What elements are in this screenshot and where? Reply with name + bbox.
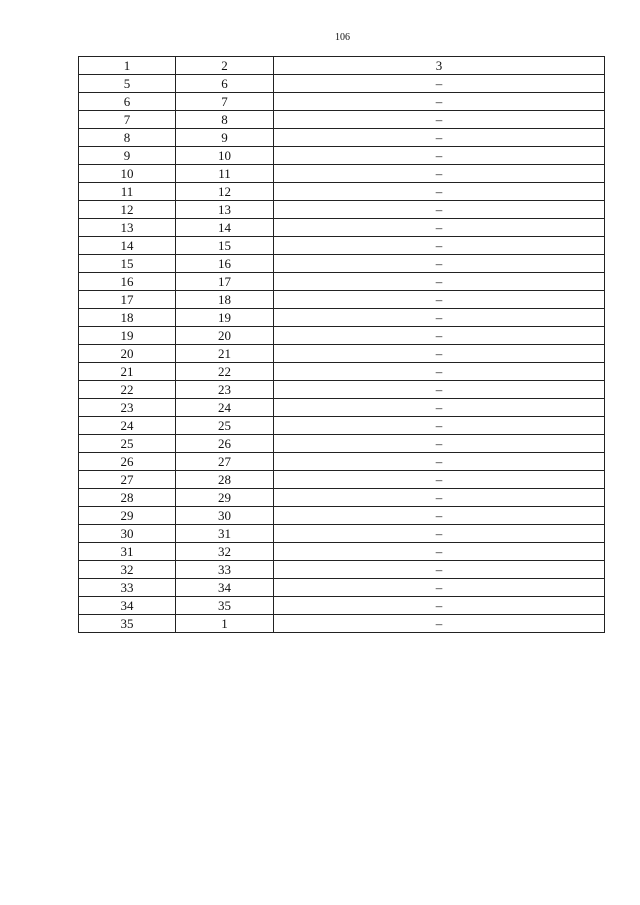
table-cell-col-1: 26 [79, 453, 176, 471]
table-cell-col-3: – [274, 471, 605, 489]
table-cell-col-1: 22 [79, 381, 176, 399]
table-cell-col-2: 21 [176, 345, 274, 363]
table-row [79, 507, 605, 525]
table-cell-col-3: – [274, 435, 605, 453]
table-cell-col-3: – [274, 237, 605, 255]
table-body [79, 57, 605, 633]
header-cell-1: 1 [79, 57, 176, 75]
table-cell-col-2: 19 [176, 309, 274, 327]
table-cell-col-1: 33 [79, 579, 176, 597]
table-cell-col-2: 17 [176, 273, 274, 291]
table-cell-col-1: 17 [79, 291, 176, 309]
table-cell-col-1: 24 [79, 417, 176, 435]
table-row [79, 399, 605, 417]
table-cell-col-2: 34 [176, 579, 274, 597]
table-row [79, 93, 605, 111]
table-cell-col-3: – [274, 615, 605, 633]
table-cell-col-1: 5 [79, 75, 176, 93]
table-cell-col-2: 16 [176, 255, 274, 273]
table-cell-col-1: 16 [79, 273, 176, 291]
table-cell-col-3: – [274, 453, 605, 471]
table-cell-col-1: 12 [79, 201, 176, 219]
table-cell-col-3: – [274, 345, 605, 363]
table-cell-col-2: 33 [176, 561, 274, 579]
table-cell-col-3: – [274, 147, 605, 165]
table-row [79, 309, 605, 327]
table-cell-col-3: – [274, 255, 605, 273]
table-cell-col-2: 32 [176, 543, 274, 561]
table-cell-col-1: 21 [79, 363, 176, 381]
header-cell-3: 3 [274, 57, 605, 75]
table-cell-col-3: – [274, 597, 605, 615]
table-cell-col-2: 20 [176, 327, 274, 345]
table-cell-col-1: 34 [79, 597, 176, 615]
table-header-row [79, 57, 605, 75]
table-cell-col-1: 30 [79, 525, 176, 543]
table-cell-col-2: 12 [176, 183, 274, 201]
page-number: 106 [335, 32, 350, 43]
table-row [79, 255, 605, 273]
table-cell-col-2: 11 [176, 165, 274, 183]
table-row [79, 147, 605, 165]
table-cell-col-2: 7 [176, 93, 274, 111]
table-cell-col-3: – [274, 561, 605, 579]
table-cell-col-1: 10 [79, 165, 176, 183]
table-row [79, 435, 605, 453]
table-cell-col-3: – [274, 111, 605, 129]
table-cell-col-2: 23 [176, 381, 274, 399]
table-cell-col-3: – [274, 525, 605, 543]
table-cell-col-2: 27 [176, 453, 274, 471]
table-cell-col-3: – [274, 327, 605, 345]
table-cell-col-2: 31 [176, 525, 274, 543]
table-row [79, 579, 605, 597]
table-cell-col-3: – [274, 507, 605, 525]
table-cell-col-3: – [274, 543, 605, 561]
table-row [79, 489, 605, 507]
table-row [79, 345, 605, 363]
table-cell-col-2: 15 [176, 237, 274, 255]
header-cell-2: 2 [176, 57, 274, 75]
table-cell-col-1: 25 [79, 435, 176, 453]
table-cell-col-1: 13 [79, 219, 176, 237]
table-cell-col-1: 29 [79, 507, 176, 525]
table-cell-col-3: – [274, 381, 605, 399]
table-cell-col-3: – [274, 363, 605, 381]
table-cell-col-3: – [274, 93, 605, 111]
table-cell-col-2: 6 [176, 75, 274, 93]
table-row [79, 201, 605, 219]
table-cell-col-3: – [274, 165, 605, 183]
table-row [79, 183, 605, 201]
table-cell-col-3: – [274, 579, 605, 597]
table-row [79, 615, 605, 633]
table-cell-col-1: 19 [79, 327, 176, 345]
table-cell-col-1: 28 [79, 489, 176, 507]
table-row [79, 219, 605, 237]
table-cell-col-3: – [274, 183, 605, 201]
table-cell-col-2: 13 [176, 201, 274, 219]
table-row [79, 237, 605, 255]
table-cell-col-3: – [274, 291, 605, 309]
table-cell-col-1: 7 [79, 111, 176, 129]
table-row [79, 165, 605, 183]
table-cell-col-3: – [274, 417, 605, 435]
table-cell-col-2: 35 [176, 597, 274, 615]
table-cell-col-2: 9 [176, 129, 274, 147]
table-row [79, 525, 605, 543]
table-row [79, 111, 605, 129]
table-cell-col-2: 30 [176, 507, 274, 525]
table-row [79, 273, 605, 291]
table-row [79, 75, 605, 93]
table-cell-col-1: 35 [79, 615, 176, 633]
table-cell-col-3: – [274, 75, 605, 93]
table-row [79, 327, 605, 345]
table-cell-col-1: 11 [79, 183, 176, 201]
table-cell-col-3: – [274, 273, 605, 291]
table-cell-col-1: 31 [79, 543, 176, 561]
table-row [79, 597, 605, 615]
table-cell-col-1: 32 [79, 561, 176, 579]
table-cell-col-1: 15 [79, 255, 176, 273]
table-cell-col-2: 14 [176, 219, 274, 237]
table-cell-col-2: 10 [176, 147, 274, 165]
table-row [79, 417, 605, 435]
table-cell-col-3: – [274, 489, 605, 507]
table-cell-col-2: 26 [176, 435, 274, 453]
table-row [79, 543, 605, 561]
table-cell-col-2: 22 [176, 363, 274, 381]
table-row [79, 291, 605, 309]
table-row [79, 561, 605, 579]
table-cell-col-1: 8 [79, 129, 176, 147]
table-cell-col-2: 25 [176, 417, 274, 435]
table-cell-col-1: 23 [79, 399, 176, 417]
table-row [79, 363, 605, 381]
table-cell-col-3: – [274, 309, 605, 327]
table-cell-col-1: 9 [79, 147, 176, 165]
table-cell-col-3: – [274, 201, 605, 219]
table-row [79, 453, 605, 471]
table-cell-col-1: 27 [79, 471, 176, 489]
table-row [79, 129, 605, 147]
table-cell-col-1: 14 [79, 237, 176, 255]
table-cell-col-1: 6 [79, 93, 176, 111]
table-cell-col-1: 20 [79, 345, 176, 363]
table-cell-col-2: 18 [176, 291, 274, 309]
data-table [78, 56, 605, 633]
table-cell-col-3: – [274, 219, 605, 237]
table-cell-col-2: 24 [176, 399, 274, 417]
table-cell-col-2: 29 [176, 489, 274, 507]
table-cell-col-2: 28 [176, 471, 274, 489]
table-cell-col-2: 8 [176, 111, 274, 129]
table-row [79, 471, 605, 489]
table-row [79, 381, 605, 399]
table-cell-col-2: 1 [176, 615, 274, 633]
table-cell-col-1: 18 [79, 309, 176, 327]
table-cell-col-3: – [274, 129, 605, 147]
table-cell-col-3: – [274, 399, 605, 417]
